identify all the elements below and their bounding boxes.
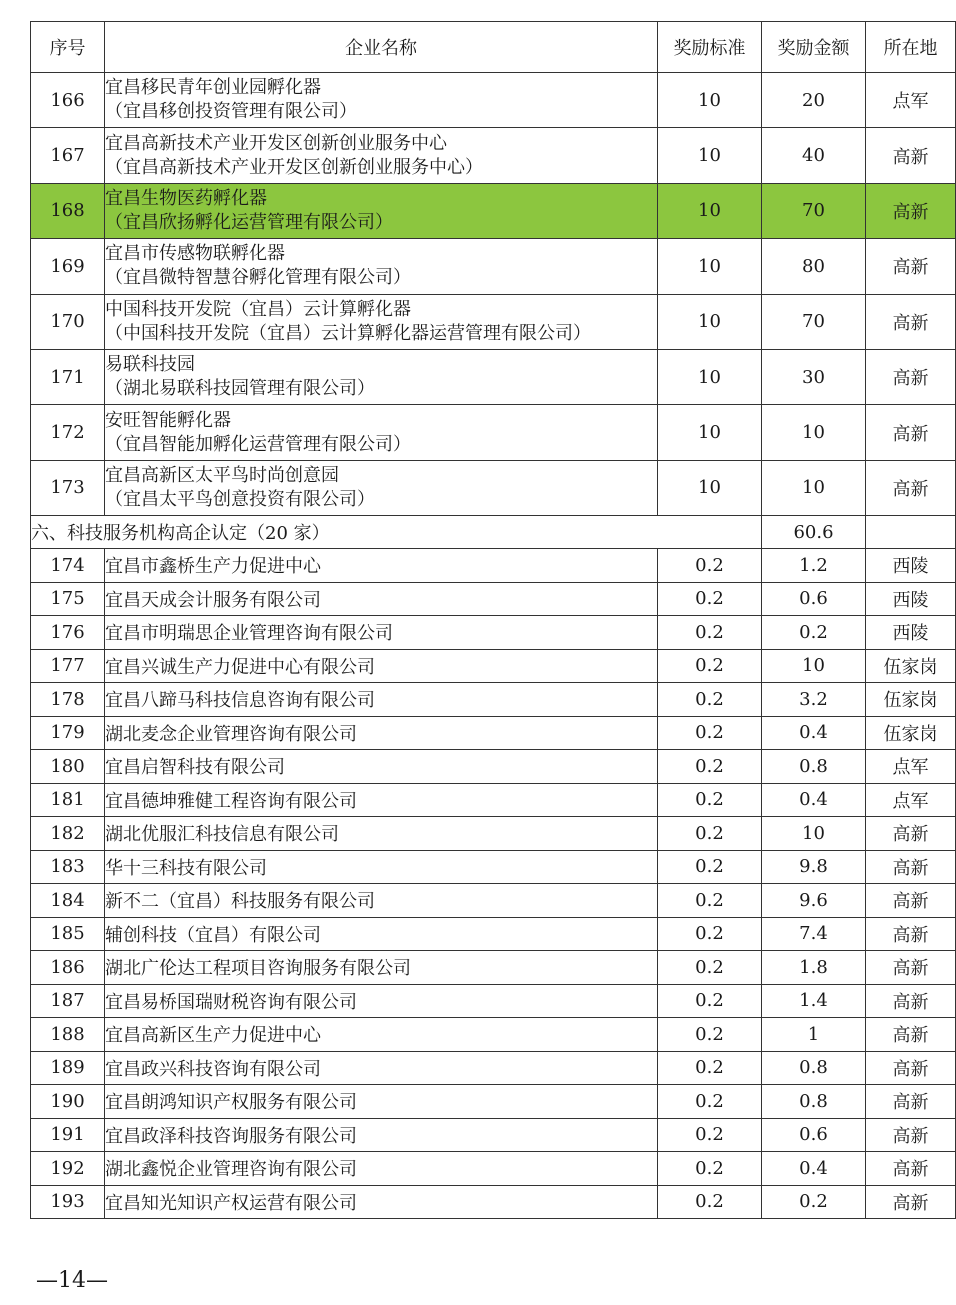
table-row <box>31 128 956 183</box>
table-row <box>31 951 956 985</box>
company-name: 宜昌高新技术产业开发区创新创业服务中心 <box>105 132 447 154</box>
location: 高新 <box>866 1118 956 1152</box>
company-name: 中国科技开发院（宜昌）云计算孵化器 <box>105 298 411 320</box>
row-number: 185 <box>31 917 105 951</box>
award-standard: 10 <box>658 183 762 238</box>
header-no: 序号 <box>31 22 105 73</box>
award-standard: 0.2 <box>658 783 762 817</box>
company-name: 宜昌市鑫桥生产力促进中心 <box>105 549 658 583</box>
company-name: 新不二（宜昌）科技服务有限公司 <box>105 884 658 918</box>
award-amount: 80 <box>762 239 866 294</box>
award-standard: 0.2 <box>658 649 762 683</box>
table-row <box>31 917 956 951</box>
location: 高新 <box>866 917 956 951</box>
table-row <box>31 716 956 750</box>
company-name: 湖北鑫悦企业管理咨询有限公司 <box>105 1152 658 1186</box>
award-amount: 70 <box>762 183 866 238</box>
award-standard: 0.2 <box>658 917 762 951</box>
location: 西陵 <box>866 582 956 616</box>
award-amount: 0.2 <box>762 1185 866 1219</box>
company-name: 宜昌政兴科技咨询有限公司 <box>105 1051 658 1085</box>
award-standard: 0.2 <box>658 951 762 985</box>
location: 高新 <box>866 294 956 349</box>
award-standard: 0.2 <box>658 716 762 750</box>
table-row <box>31 73 956 128</box>
section-title: 六、科技服务机构高企认定（20 家） <box>31 516 762 549</box>
award-amount: 9.8 <box>762 850 866 884</box>
row-number: 168 <box>31 183 105 238</box>
award-amount: 10 <box>762 649 866 683</box>
award-amount: 0.8 <box>762 1051 866 1085</box>
table-row <box>31 817 956 851</box>
company-name: 湖北优服汇科技信息有限公司 <box>105 817 658 851</box>
company-operator: （宜昌欣扬孵化运营管理有限公司） <box>105 211 393 233</box>
table-row <box>31 405 956 460</box>
location: 高新 <box>866 128 956 183</box>
service-rows <box>31 549 956 1219</box>
company-name: 宜昌德坤雅健工程咨询有限公司 <box>105 783 658 817</box>
location: 高新 <box>866 405 956 460</box>
award-standard: 0.2 <box>658 582 762 616</box>
row-number: 184 <box>31 884 105 918</box>
company-name-cell <box>105 294 658 349</box>
company-name: 宜昌兴诚生产力促进中心有限公司 <box>105 649 658 683</box>
award-amount: 20 <box>762 73 866 128</box>
award-standard: 10 <box>658 294 762 349</box>
company-name: 宜昌天成会计服务有限公司 <box>105 582 658 616</box>
table-row <box>31 1085 956 1119</box>
award-amount: 0.8 <box>762 750 866 784</box>
page-number: —14— <box>36 1268 108 1293</box>
table-row <box>31 1051 956 1085</box>
company-operator: （宜昌高新技术产业开发区创新创业服务中心） <box>105 156 483 178</box>
award-standard: 0.2 <box>658 549 762 583</box>
row-number: 179 <box>31 716 105 750</box>
row-number: 190 <box>31 1085 105 1119</box>
header-location: 所在地 <box>866 22 956 73</box>
location: 高新 <box>866 1152 956 1186</box>
table-row <box>31 239 956 294</box>
location: 伍家岗 <box>866 683 956 717</box>
location: 高新 <box>866 884 956 918</box>
location: 伍家岗 <box>866 649 956 683</box>
table-row <box>31 1018 956 1052</box>
row-number: 187 <box>31 984 105 1018</box>
company-name: 辅创科技（宜昌）有限公司 <box>105 917 658 951</box>
award-standard: 0.2 <box>658 1185 762 1219</box>
row-number: 183 <box>31 850 105 884</box>
award-standard: 10 <box>658 405 762 460</box>
row-number: 188 <box>31 1018 105 1052</box>
award-standard: 0.2 <box>658 850 762 884</box>
company-operator: （宜昌微特智慧谷孵化管理有限公司） <box>105 267 411 289</box>
table-row <box>31 984 956 1018</box>
location: 点军 <box>866 73 956 128</box>
company-name: 湖北广伦达工程项目咨询服务有限公司 <box>105 951 658 985</box>
award-amount: 1 <box>762 1018 866 1052</box>
company-name: 宜昌移民青年创业园孵化器 <box>105 77 321 99</box>
table-row <box>31 1118 956 1152</box>
company-operator: （宜昌智能加孵化运营管理有限公司） <box>105 433 411 455</box>
award-amount: 1.8 <box>762 951 866 985</box>
row-number: 176 <box>31 616 105 650</box>
section-row <box>31 516 956 549</box>
row-number: 192 <box>31 1152 105 1186</box>
row-number: 175 <box>31 582 105 616</box>
company-operator: （中国科技开发院（宜昌）云计算孵化器运营管理有限公司） <box>105 322 591 344</box>
company-name: 宜昌朗鸿知识产权服务有限公司 <box>105 1085 658 1119</box>
location: 高新 <box>866 183 956 238</box>
award-standard: 0.2 <box>658 750 762 784</box>
company-name: 华十三科技有限公司 <box>105 850 658 884</box>
company-name: 宜昌市明瑞思企业管理咨询有限公司 <box>105 616 658 650</box>
award-standard: 0.2 <box>658 817 762 851</box>
company-name-cell <box>105 349 658 404</box>
location: 高新 <box>866 817 956 851</box>
location: 高新 <box>866 984 956 1018</box>
location: 高新 <box>866 850 956 884</box>
table-row <box>31 1185 956 1219</box>
location: 伍家岗 <box>866 716 956 750</box>
company-name: 宜昌市传感物联孵化器 <box>105 243 285 265</box>
row-number: 173 <box>31 460 105 515</box>
location: 高新 <box>866 349 956 404</box>
award-amount: 10 <box>762 405 866 460</box>
award-standard: 0.2 <box>658 1051 762 1085</box>
table-row <box>31 884 956 918</box>
award-standard: 0.2 <box>658 984 762 1018</box>
location: 西陵 <box>866 616 956 650</box>
award-standard: 0.2 <box>658 683 762 717</box>
row-number: 181 <box>31 783 105 817</box>
table-row <box>31 349 956 404</box>
header-amount: 奖励金额 <box>762 22 866 73</box>
location: 高新 <box>866 460 956 515</box>
award-standard: 0.2 <box>658 1085 762 1119</box>
award-amount: 10 <box>762 460 866 515</box>
table-row <box>31 616 956 650</box>
company-name-cell <box>105 128 658 183</box>
row-number: 167 <box>31 128 105 183</box>
table-row <box>31 460 956 515</box>
company-name-cell <box>105 183 658 238</box>
award-amount: 0.4 <box>762 716 866 750</box>
location: 点军 <box>866 750 956 784</box>
company-name: 安旺智能孵化器 <box>105 409 231 431</box>
row-number: 169 <box>31 239 105 294</box>
company-name: 宜昌生物医药孵化器 <box>105 187 267 209</box>
row-number: 177 <box>31 649 105 683</box>
award-amount: 1.2 <box>762 549 866 583</box>
award-amount: 7.4 <box>762 917 866 951</box>
award-amount: 30 <box>762 349 866 404</box>
award-amount: 40 <box>762 128 866 183</box>
location: 点军 <box>866 783 956 817</box>
section-empty-cell <box>866 516 956 549</box>
award-standard: 0.2 <box>658 1152 762 1186</box>
table-row <box>31 1152 956 1186</box>
award-standard: 0.2 <box>658 1018 762 1052</box>
award-standard: 0.2 <box>658 1118 762 1152</box>
company-operator: （宜昌太平鸟创意投资有限公司） <box>105 488 375 510</box>
company-name-cell <box>105 460 658 515</box>
award-standard: 0.2 <box>658 884 762 918</box>
table-row <box>31 750 956 784</box>
award-amount: 1.4 <box>762 984 866 1018</box>
row-number: 193 <box>31 1185 105 1219</box>
award-standard: 0.2 <box>658 616 762 650</box>
section-six <box>31 516 956 549</box>
company-name: 宜昌启智科技有限公司 <box>105 750 658 784</box>
section-total: 60.6 <box>762 516 866 549</box>
award-amount: 3.2 <box>762 683 866 717</box>
award-amount: 0.6 <box>762 582 866 616</box>
incubator-rows <box>31 73 956 516</box>
table-header-row <box>31 22 956 73</box>
award-standard: 10 <box>658 349 762 404</box>
award-standard: 10 <box>658 239 762 294</box>
table-row <box>31 582 956 616</box>
award-amount: 0.6 <box>762 1118 866 1152</box>
location: 高新 <box>866 1018 956 1052</box>
award-amount: 0.2 <box>762 616 866 650</box>
header-company: 企业名称 <box>105 22 658 73</box>
location: 高新 <box>866 1051 956 1085</box>
location: 西陵 <box>866 549 956 583</box>
award-amount: 0.4 <box>762 783 866 817</box>
award-amount: 70 <box>762 294 866 349</box>
company-operator: （宜昌移创投资管理有限公司） <box>105 101 357 123</box>
company-name: 宜昌知光知识产权运营有限公司 <box>105 1185 658 1219</box>
company-name: 宜昌易桥国瑞财税咨询有限公司 <box>105 984 658 1018</box>
location: 高新 <box>866 1085 956 1119</box>
company-name-cell <box>105 73 658 128</box>
company-name: 易联科技园 <box>105 354 195 376</box>
table-row <box>31 649 956 683</box>
row-number: 189 <box>31 1051 105 1085</box>
row-number: 174 <box>31 549 105 583</box>
award-standard: 10 <box>658 73 762 128</box>
table-row <box>31 294 956 349</box>
award-amount: 10 <box>762 817 866 851</box>
location: 高新 <box>866 951 956 985</box>
location: 高新 <box>866 239 956 294</box>
award-amount: 0.4 <box>762 1152 866 1186</box>
award-standard: 10 <box>658 128 762 183</box>
row-number: 171 <box>31 349 105 404</box>
table-row <box>31 783 956 817</box>
row-number: 178 <box>31 683 105 717</box>
row-number: 172 <box>31 405 105 460</box>
row-number: 166 <box>31 73 105 128</box>
table-row <box>31 183 956 238</box>
row-number: 186 <box>31 951 105 985</box>
company-name: 宜昌高新区生产力促进中心 <box>105 1018 658 1052</box>
row-number: 191 <box>31 1118 105 1152</box>
company-name-cell <box>105 405 658 460</box>
award-amount: 9.6 <box>762 884 866 918</box>
company-name: 宜昌政泽科技咨询服务有限公司 <box>105 1118 658 1152</box>
company-operator: （湖北易联科技园管理有限公司） <box>105 378 375 400</box>
header-standard: 奖励标准 <box>658 22 762 73</box>
company-name: 宜昌高新区太平鸟时尚创意园 <box>105 464 339 486</box>
row-number: 180 <box>31 750 105 784</box>
row-number: 170 <box>31 294 105 349</box>
award-table <box>30 21 956 1219</box>
company-name-cell <box>105 239 658 294</box>
table-row <box>31 549 956 583</box>
table-row <box>31 850 956 884</box>
row-number: 182 <box>31 817 105 851</box>
location: 高新 <box>866 1185 956 1219</box>
award-standard: 10 <box>658 460 762 515</box>
company-name: 湖北麦念企业管理咨询有限公司 <box>105 716 658 750</box>
table-row <box>31 683 956 717</box>
company-name: 宜昌八蹄马科技信息咨询有限公司 <box>105 683 658 717</box>
award-amount: 0.8 <box>762 1085 866 1119</box>
